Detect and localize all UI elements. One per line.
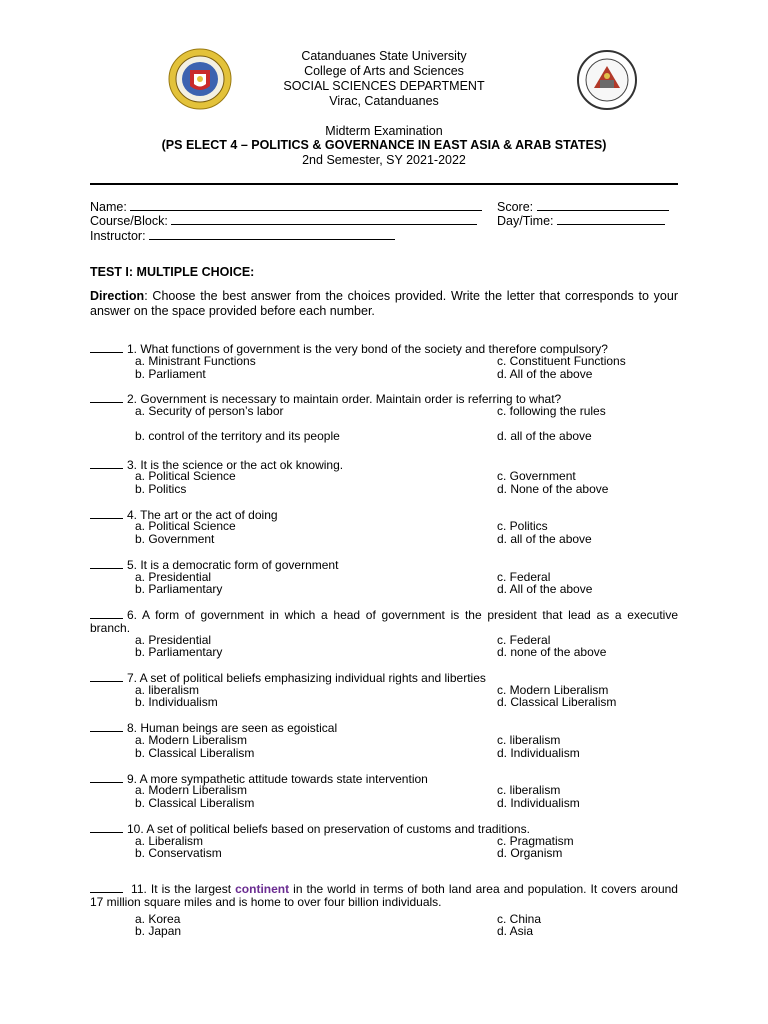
score-label: Score: — [497, 200, 534, 214]
q7-choice-a: a. liberalism — [135, 683, 200, 697]
q9-choice-b: b. Classical Liberalism — [135, 796, 255, 810]
q4-choice-c: c. Politics — [497, 519, 548, 533]
q6-choice-d: d. none of the above — [497, 645, 607, 659]
question-4: 4. The art or the act of doing — [90, 508, 278, 522]
q2-choice-c: c. following the rules — [497, 404, 606, 418]
q1-choice-d: d. All of the above — [497, 367, 593, 381]
q6-choice-c: c. Federal — [497, 633, 551, 647]
course-block-label: Course/Block: — [90, 214, 168, 228]
answer-blank-6[interactable] — [90, 608, 123, 619]
q8-choice-b: b. Classical Liberalism — [135, 746, 255, 760]
q5-choice-a: a. Presidential — [135, 570, 212, 584]
q9-choice-c: c. liberalism — [497, 783, 561, 797]
q1-choice-c: c. Constituent Functions — [497, 354, 626, 368]
question-2: 2. Government is necessary to maintain order. Maintain order is referring to what? — [90, 392, 561, 406]
q10-choice-d: d. Organism — [497, 846, 563, 860]
test-title: TEST I: MULTIPLE CHOICE: — [90, 265, 255, 279]
direction-label: Direction — [90, 289, 145, 303]
q11-choice-d: d. Asia — [497, 924, 534, 938]
answer-blank-2[interactable] — [90, 392, 123, 403]
q10-choice-c: c. Pragmatism — [497, 834, 574, 848]
instructor-field[interactable] — [90, 228, 395, 243]
q3-choice-a: a. Political Science — [135, 469, 236, 483]
q2-choice-b: b. control of the territory and its people — [135, 429, 340, 443]
q5-choice-c: c. Federal — [497, 570, 551, 584]
q5-choice-d: d. All of the above — [497, 582, 593, 596]
question-6: 6. A form of government in which a head of government is the president that lead as a executive branch. — [90, 608, 678, 635]
answer-blank-3[interactable] — [90, 458, 123, 469]
q3-choice-c: c. Government — [497, 469, 576, 483]
course-block-line[interactable] — [171, 213, 477, 225]
question-11: 11. It is the largest continent in the world in terms of both land area and population. It covers around 17 million square miles and is home to over four billion individuals. — [90, 882, 678, 909]
q11-choice-b: b. Japan — [135, 924, 182, 938]
answer-blank-7[interactable] — [90, 671, 123, 682]
q6-choice-b: b. Parliamentary — [135, 645, 223, 659]
day-time-label: Day/Time: — [497, 214, 554, 228]
location: Virac, Catanduanes — [329, 94, 439, 108]
exam-title: Midterm Examination — [325, 124, 443, 138]
score-line[interactable] — [537, 199, 669, 211]
q6-choice-a: a. Presidential — [135, 633, 212, 647]
question-1: 1. What functions of government is the very bond of the society and therefore compulsory? — [90, 342, 608, 356]
answer-blank-5[interactable] — [90, 558, 123, 569]
answer-blank-9[interactable] — [90, 772, 123, 783]
instructor-line[interactable] — [149, 228, 395, 240]
question-9: 9. A more sympathetic attitude towards state intervention — [90, 772, 428, 786]
question-7: 7. A set of political beliefs emphasizing individual rights and liberties — [90, 671, 486, 685]
q5-choice-b: b. Parliamentary — [135, 582, 223, 596]
q4-choice-d: d. all of the above — [497, 532, 592, 546]
q9-choice-a: a. Modern Liberalism — [135, 783, 248, 797]
instructor-label: Instructor: — [90, 229, 146, 243]
q4-choice-b: b. Government — [135, 532, 215, 546]
answer-blank-4[interactable] — [90, 508, 123, 519]
q10-choice-a: a. Liberalism — [135, 834, 204, 848]
header-divider — [90, 183, 678, 185]
course-title: (PS ELECT 4 – POLITICS & GOVERNANCE IN EAST ASIA & ARAB STATES) — [161, 138, 607, 152]
q4-choice-a: a. Political Science — [135, 519, 236, 533]
q7-choice-c: c. Modern Liberalism — [497, 683, 609, 697]
q10-choice-b: b. Conservatism — [135, 846, 222, 860]
q3-choice-d: d. None of the above — [497, 482, 609, 496]
day-time-line[interactable] — [557, 213, 665, 225]
answer-blank-1[interactable] — [90, 342, 123, 353]
q8-choice-a: a. Modern Liberalism — [135, 733, 248, 747]
day-time-field[interactable] — [497, 213, 665, 228]
q1-choice-a: a. Ministrant Functions — [135, 354, 256, 368]
answer-blank-10[interactable] — [90, 822, 123, 833]
q9-choice-d: d. Individualism — [497, 796, 580, 810]
department-name: SOCIAL SCIENCES DEPARTMENT — [283, 79, 485, 93]
score-field[interactable] — [497, 199, 669, 214]
name-field[interactable] — [90, 199, 482, 214]
q1-choice-b: b. Parliament — [135, 367, 206, 381]
question-5: 5. It is a democratic form of government — [90, 558, 338, 572]
q2-choice-d: d. all of the above — [497, 429, 592, 443]
college-name: College of Arts and Sciences — [304, 64, 464, 78]
answer-blank-8[interactable] — [90, 721, 123, 732]
q2-choice-a: a. Security of person’s labor — [135, 404, 284, 418]
keyword-continent: continent — [235, 882, 290, 896]
q3-choice-b: b. Politics — [135, 482, 187, 496]
q7-choice-d: d. Classical Liberalism — [497, 695, 617, 709]
q8-choice-d: d. Individualism — [497, 746, 580, 760]
name-line[interactable] — [130, 199, 482, 211]
q7-choice-b: b. Individualism — [135, 695, 218, 709]
q8-choice-c: c. liberalism — [497, 733, 561, 747]
university-name: Catanduanes State University — [301, 49, 467, 63]
question-8: 8. Human beings are seen as egoistical — [90, 721, 337, 735]
answer-blank-11[interactable] — [90, 882, 123, 893]
direction-text: : Choose the best answer from the choices provided. Write the letter that corresponds to your answer on the space provided before each number. — [90, 289, 678, 318]
q11-choice-c: c. China — [497, 912, 542, 926]
question-3: 3. It is the science or the act ok knowing. — [90, 458, 343, 472]
question-10: 10. A set of political beliefs based on preservation of customs and traditions. — [90, 822, 530, 836]
course-block-field[interactable] — [90, 213, 477, 228]
q11-choice-a: a. Korea — [135, 912, 181, 926]
direction-paragraph — [90, 289, 678, 319]
semester: 2nd Semester, SY 2021-2022 — [302, 153, 466, 167]
name-label: Name: — [90, 200, 127, 214]
